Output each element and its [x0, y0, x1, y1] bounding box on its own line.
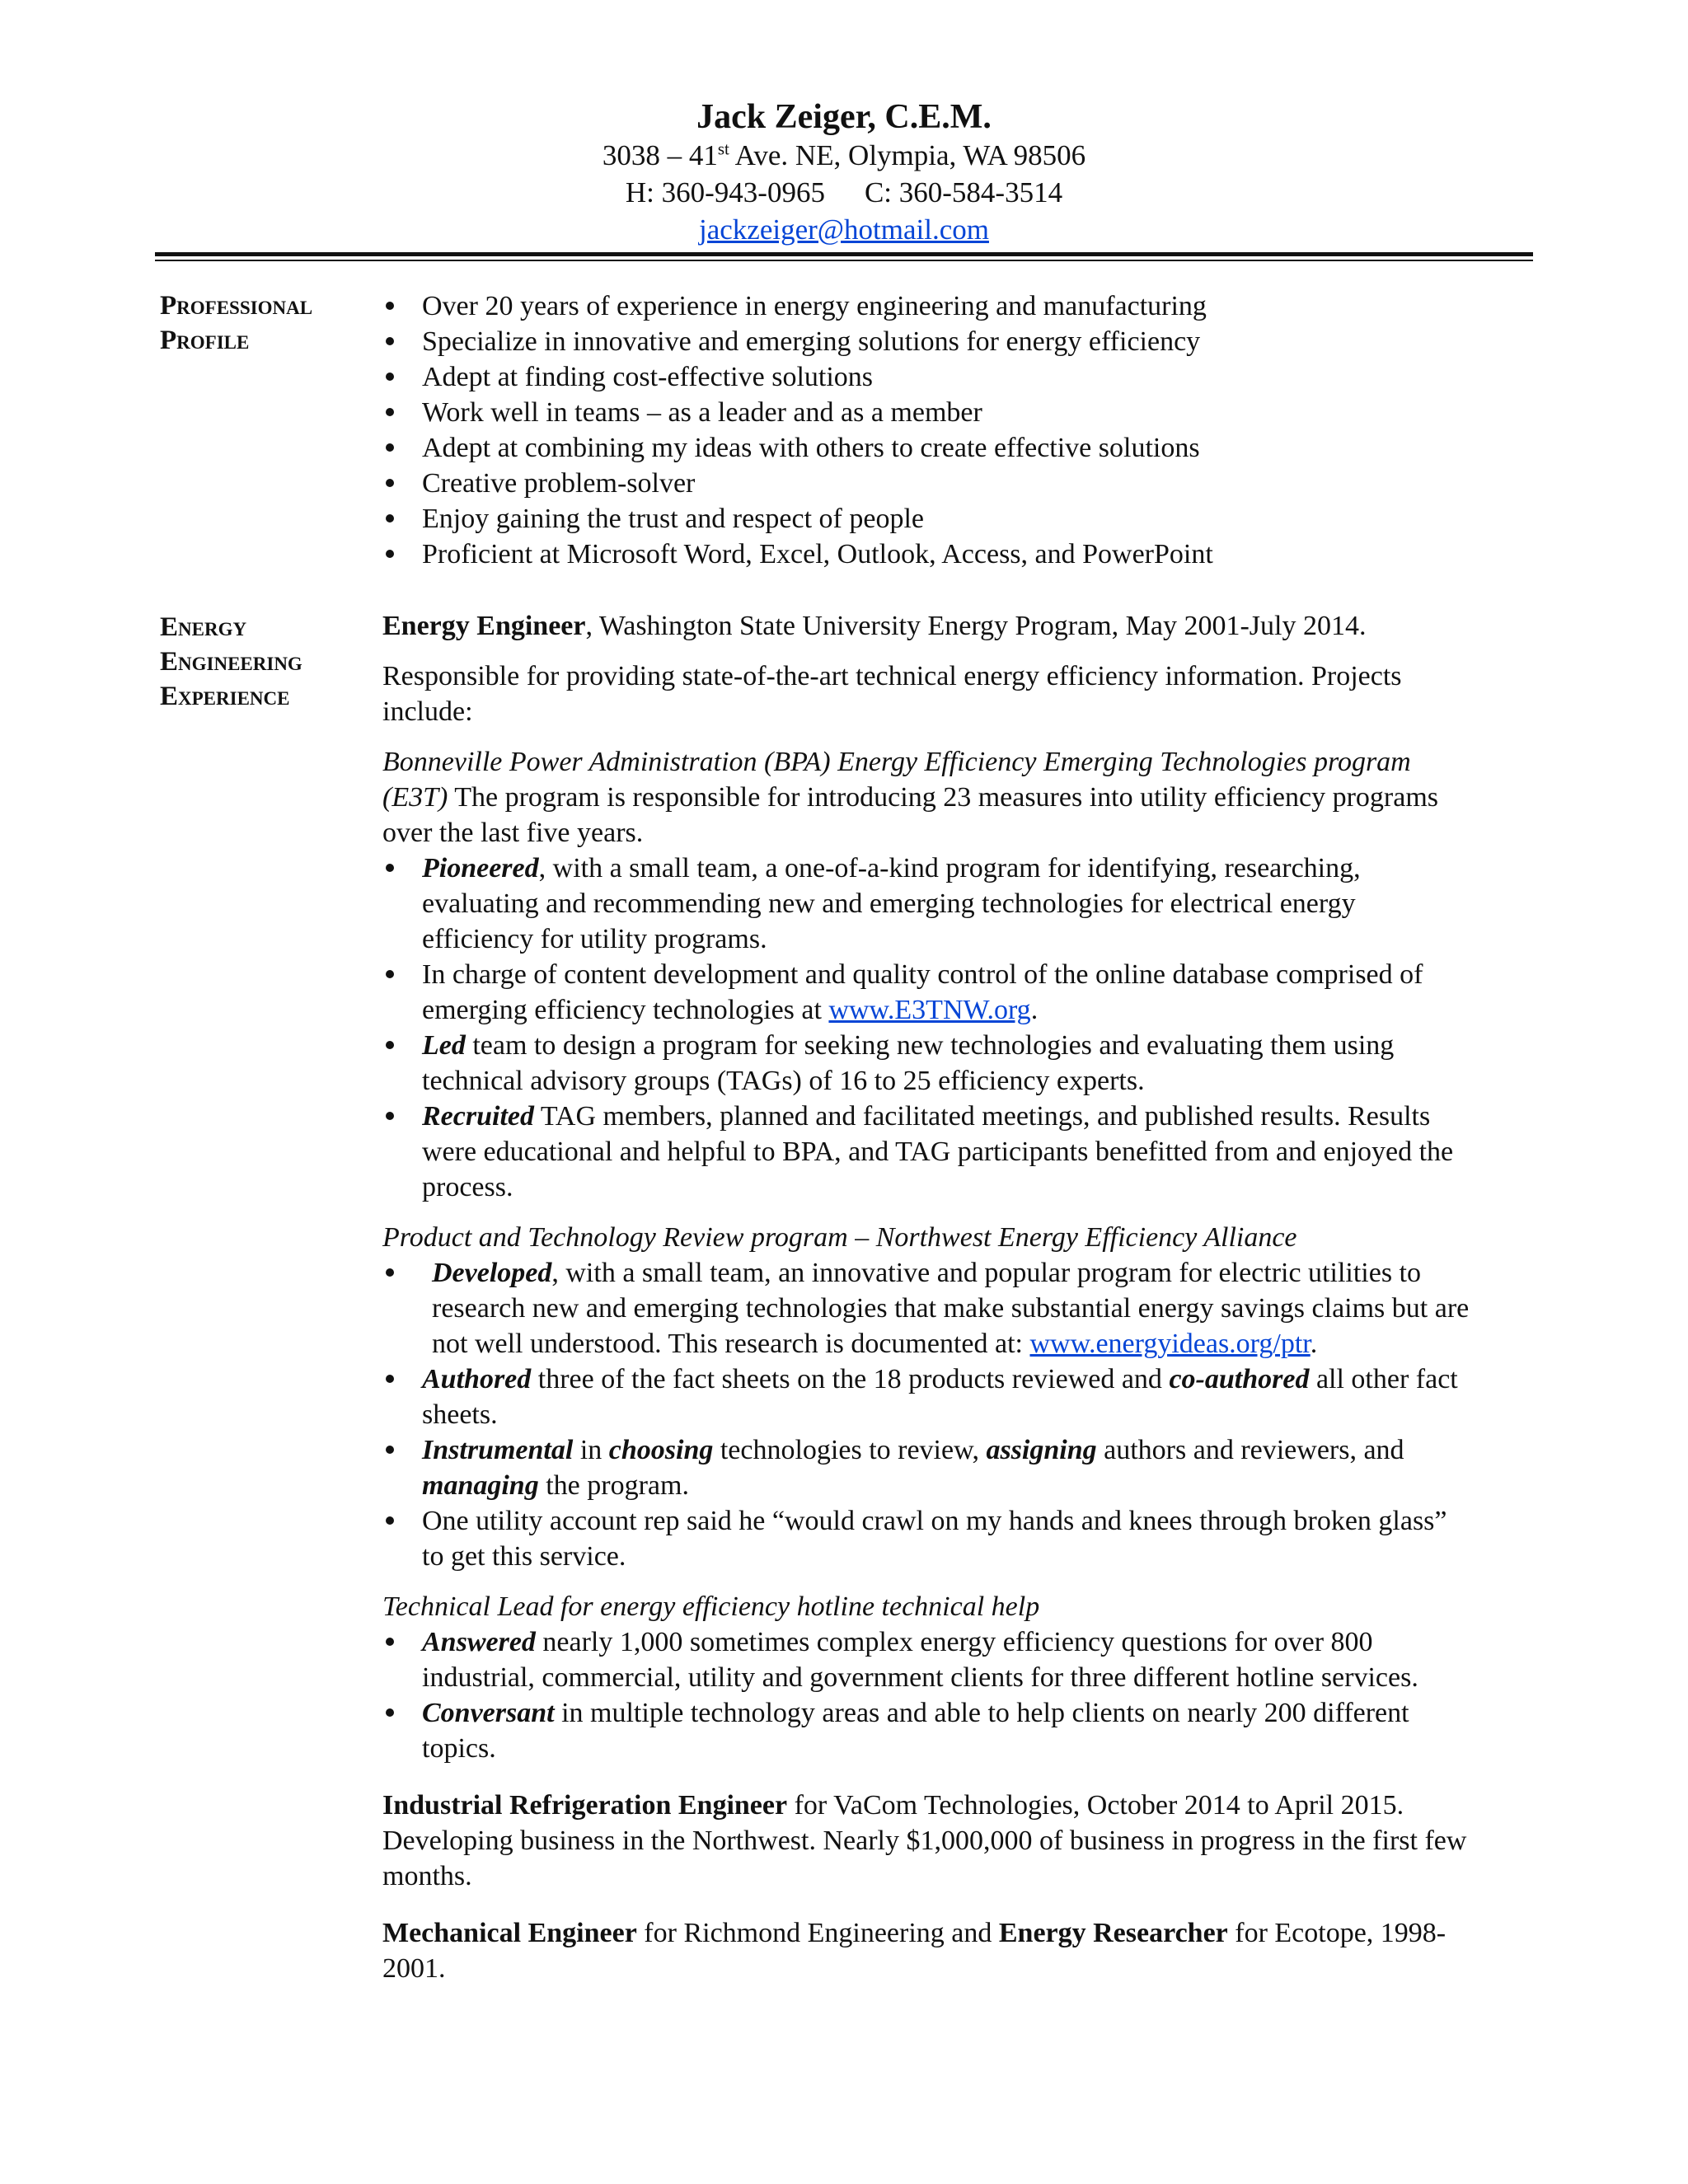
email-link[interactable]: jackzeiger@hotmail.com [699, 213, 989, 246]
bullet-text: team to design a program for seeking new technologies and evaluating them using technical advisory groups (TAGs) of 16 to 25 efficiency experts. [422, 1030, 1395, 1096]
candidate-name: Jack Zeiger, C.E.M. [696, 98, 992, 136]
project-hotline-heading: Technical Lead for energy efficiency hotline technical help [382, 1591, 1040, 1622]
bullet-text: all other fact sheets. [422, 1364, 1458, 1430]
list-item [382, 1695, 1470, 1766]
list-item: Work well in teams – as a leader and as a member [382, 395, 1470, 430]
bullet-text: the program. [538, 1470, 689, 1501]
energyideas-link[interactable]: www.energyideas.org/ptr [1029, 1329, 1311, 1359]
keyword: Answered [422, 1627, 536, 1657]
experience-section [382, 608, 1470, 1986]
list-item: Proficient at Microsoft Word, Excel, Outlook, Access, and PowerPoint [382, 537, 1470, 572]
section-label-experience [160, 610, 302, 714]
section-label-profile [160, 288, 312, 358]
list-item [382, 1624, 1470, 1695]
list-item: One utility account rep said he “would crawl on my hands and knees through broken glass” to get this service. [382, 1503, 1470, 1574]
keyword: choosing [608, 1435, 714, 1465]
job-mechanical-engineer [382, 1915, 1470, 1986]
job-summary: Responsible for providing state-of-the-art technical energy efficiency information. Projects include: [382, 661, 1402, 727]
keyword: Developed [432, 1258, 552, 1288]
bullet-text: in multiple technology areas and able to help clients on nearly 200 different topics. [422, 1698, 1409, 1764]
list-item [382, 851, 1470, 957]
job-energy-engineer [382, 608, 1470, 644]
list-item: Over 20 years of experience in energy engineering and manufacturing [382, 288, 1470, 324]
resume-header [0, 97, 1688, 248]
list-item [382, 957, 1470, 1028]
list-item: Specialize in innovative and emerging solutions for energy efficiency [382, 324, 1470, 359]
project-description: The program is responsible for introducing 23 measures into utility efficiency programs over the last five years. [382, 782, 1439, 848]
bullet-text: nearly 1,000 sometimes complex energy efficiency questions for over 800 industrial, commercial, utility and government clients for three different hotline services. [422, 1627, 1418, 1693]
keyword: Pioneered [422, 853, 539, 883]
bullet-text: In charge of content development and quality control of the online database comprised of emerging efficiency technologies at [422, 959, 1423, 1025]
keyword: co-authored [1169, 1364, 1310, 1394]
cell-phone: C: 360-584-3514 [864, 176, 1063, 209]
ptr-bullet-list [382, 1255, 1470, 1574]
address-rest: Ave. NE, Olympia, WA 98506 [729, 139, 1086, 171]
job-detail: for VaCom Technologies, October 2014 to April 2015. Developing business in the Northwest. Nearly $1,000,000 of business in progress in the first few months. [382, 1790, 1467, 1891]
project-heading: Bonneville Power Administration (BPA) Energy Efficiency Emerging Technologies program (E3T) [382, 747, 1411, 813]
profile-bullet-list [382, 288, 1470, 572]
phone-line [0, 174, 1688, 211]
label-line: Profile [160, 326, 250, 355]
bullet-text: in [573, 1435, 609, 1465]
bullet-text: , with a small team, a one-of-a-kind program for identifying, researching, evaluating and recommending new and emerging technologies for electrical energy efficiency for utility programs. [422, 853, 1361, 954]
keyword: assigning [986, 1435, 1097, 1465]
profile-section [382, 288, 1470, 572]
list-item: Enjoy gaining the trust and respect of people [382, 501, 1470, 537]
header-divider [155, 252, 1533, 256]
list-item: Adept at combining my ideas with others to create effective solutions [382, 430, 1470, 466]
job-refrigeration-engineer [382, 1788, 1470, 1894]
job-title: Energy Engineer [382, 611, 586, 641]
address-street-number: 3038 – 41 [602, 139, 718, 171]
bullet-end: . [1030, 995, 1039, 1025]
list-item [382, 1028, 1470, 1099]
job-detail: , Washington State University Energy Program, May 2001-July 2014. [585, 611, 1367, 641]
list-item [382, 1255, 1470, 1361]
label-line: Experience [160, 682, 290, 711]
label-line: Engineering [160, 647, 302, 677]
bpa-bullet-list [382, 851, 1470, 1205]
home-phone: H: 360-943-0965 [625, 176, 825, 209]
project-ptr-heading: Product and Technology Review program – Northwest Energy Efficiency Alliance [382, 1222, 1297, 1253]
bullet-end: . [1310, 1329, 1318, 1359]
address-ordinal-suffix: st [717, 138, 729, 159]
job-title: Energy Researcher [998, 1918, 1228, 1948]
project-bpa [382, 744, 1470, 851]
keyword: managing [422, 1470, 539, 1501]
keyword: Recruited [422, 1101, 534, 1132]
list-item: Creative problem-solver [382, 466, 1470, 501]
list-item [382, 1099, 1470, 1205]
bullet-text: TAG members, planned and facilitated meetings, and published results. Results were educational and helpful to BPA, and TAG participants benefitted from and enjoyed the process. [422, 1101, 1454, 1202]
keyword: Conversant [422, 1698, 555, 1728]
bullet-text: authors and reviewers, and [1096, 1435, 1404, 1465]
list-item [382, 1361, 1470, 1432]
e3tnw-link[interactable]: www.E3TNW.org [828, 995, 1031, 1025]
label-line: Professional [160, 291, 313, 321]
job-title: Mechanical Engineer [382, 1918, 637, 1948]
bullet-text: three of the fact sheets on the 18 products reviewed and [531, 1364, 1170, 1394]
keyword: Led [422, 1030, 466, 1061]
job-detail: for Ecotope, 1998-2001. [382, 1918, 1447, 1984]
bullet-text: technologies to review, [713, 1435, 987, 1465]
keyword: Instrumental [422, 1435, 574, 1465]
list-item: Adept at finding cost-effective solutions [382, 359, 1470, 395]
job-detail: for Richmond Engineering and [636, 1918, 999, 1948]
label-line: Energy [160, 612, 247, 642]
header-divider-thin [155, 260, 1533, 261]
address [0, 137, 1688, 174]
hotline-bullet-list [382, 1624, 1470, 1766]
bullet-text: , with a small team, an innovative and popular program for electric utilities to research new and emerging technologies that make substantial energy savings claims but are not well understood. This research is documented at: [432, 1258, 1470, 1359]
list-item [382, 1432, 1470, 1503]
keyword: Authored [422, 1364, 532, 1394]
job-title: Industrial Refrigeration Engineer [382, 1790, 788, 1821]
